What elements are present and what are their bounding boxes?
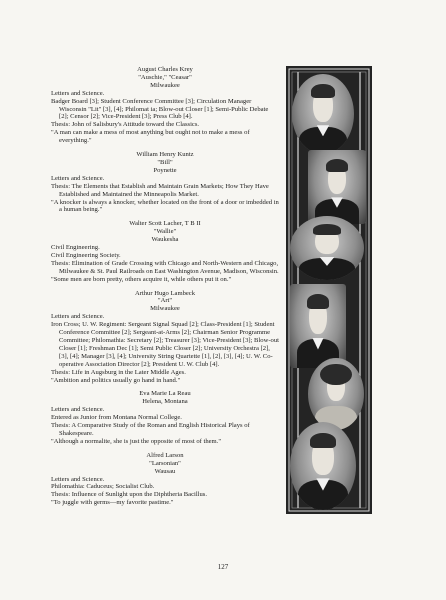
person-activities: Badger Board [3]; Student Conference Committee [3]; Circulation Manager Wisconsin "Lit" [3], [4]; Philomat ia; Blow-out Closer [1]; Semi-Public Debate [2]; Censor [2]; Vice-President [3]; Press Club [4]. xyxy=(51,97,269,121)
person-thesis: Thesis: The Elements that Establish and Maintain Grain Markets; How They Have Established and Maintained the Minneapolis Market. xyxy=(51,182,269,198)
entry-lambeck xyxy=(51,290,279,385)
person-activities: Philomathia: Caduceus; Socialist Club. xyxy=(51,483,155,491)
person-course: Letters and Science. xyxy=(51,89,105,97)
person-course: Civil Engineering. xyxy=(51,244,100,252)
entry-krey xyxy=(51,66,279,145)
person-thesis: Thesis: Life in Augsburg in the Later Middle Ages. xyxy=(51,368,186,376)
person-thesis: Thesis: A Comparative Study of the Roman and English Historical Plays of Shakespeare. xyxy=(51,422,250,437)
person-course: Letters and Science. xyxy=(51,313,105,321)
person-name: Eva Marie La Reau xyxy=(139,390,191,398)
person-quote: "A man can make a mess of most anything but ought not to make a mess of everything." xyxy=(51,129,250,145)
person-hometown: Wausau xyxy=(154,467,176,475)
person-nickname: "Auschie," "Ceasar" xyxy=(138,73,192,81)
portrait-lacher xyxy=(290,216,364,280)
person-thesis: Thesis: Elimination of Grade Crossing with Chicago and North-Western and Chicago, Milwaukee & St. Paul Railroads on East Washington Avenue, Madison, Wisconsin. xyxy=(51,259,279,275)
person-nickname: "Art" xyxy=(157,297,173,305)
portrait-lambeck xyxy=(290,284,346,368)
person-course: Letters and Science. xyxy=(51,174,105,182)
page-number: 127 xyxy=(217,563,229,571)
person-name: William Henry Kuntz xyxy=(136,151,194,159)
person-quote: "Although a normalite, she is just the opposite of most of them." xyxy=(51,437,222,445)
person-quote: "A knocker is always a knocker, whether located on the front of a door or imbedded in a human being." xyxy=(51,198,279,214)
portrait-larson xyxy=(290,422,356,510)
person-course: Letters and Science. xyxy=(51,406,105,414)
entry-lacher xyxy=(51,220,279,283)
text-column xyxy=(51,66,279,513)
person-name: Walter Scott Lacher, T B II xyxy=(129,220,201,228)
entry-la-reau xyxy=(51,390,279,445)
person-hometown: Helena, Montana xyxy=(142,398,188,406)
person-activities: Iron Cross; U. W. Regiment: Sergeant Signal Squad [2]; Class-President [1]; Student Conference Committee [2]; Sergeant-at-Arms [2]; Chairman Senior Programme Committee; Philomathia: Secretary [2]; Treasurer [3]; Vice-President [3]; Blow-out Closer [1]; Freshman Dec [1]; Semi Public Closer [2]; University Orchestra [2], [3], [4]; Manager [3], [4]; University String Quartette [1], [2], [3], [4]; U. W. Co-operative Association Director [2]; President U. W. Club [4]. xyxy=(51,321,279,368)
portrait-krey xyxy=(292,74,354,154)
entry-kuntz xyxy=(51,151,279,214)
person-thesis: Thesis: Influence of Sunlight upon the Diphtheria Bacillus. xyxy=(51,491,208,499)
person-name: Alfred Larson xyxy=(146,451,184,459)
person-nickname: "Bill" xyxy=(157,158,173,166)
person-name: Arthur Hugo Lambeck xyxy=(134,289,196,297)
portrait-la-reau xyxy=(308,358,364,430)
person-hometown: Poynette xyxy=(153,166,177,174)
person-quote: "Some men are born pretty, others acquire it, while others put it on." xyxy=(51,275,232,283)
person-activities: Entered as Junior from Montana Normal College. xyxy=(51,414,182,422)
person-hometown: Waukesha xyxy=(151,236,179,244)
person-name: August Charles Krey xyxy=(137,66,193,73)
person-hometown: Milwaukee xyxy=(150,81,180,89)
person-thesis: Thesis: John of Salisbury's Attitude toward the Classics. xyxy=(51,121,200,129)
portrait-kuntz xyxy=(308,150,366,224)
entry-larson xyxy=(51,452,279,507)
person-quote: "To juggle with germs—my favorite pastime." xyxy=(51,499,174,507)
portrait-rail xyxy=(286,66,372,514)
person-hometown: Milwaukee xyxy=(150,305,180,313)
person-course: Letters and Science. xyxy=(51,475,105,483)
person-nickname: "Wallie" xyxy=(153,228,177,236)
person-activities: Civil Engineering Society. xyxy=(51,251,121,259)
person-nickname: "Larsonian" xyxy=(149,459,181,467)
person-quote: "Ambition and politics usually go hand in hand." xyxy=(51,376,181,384)
